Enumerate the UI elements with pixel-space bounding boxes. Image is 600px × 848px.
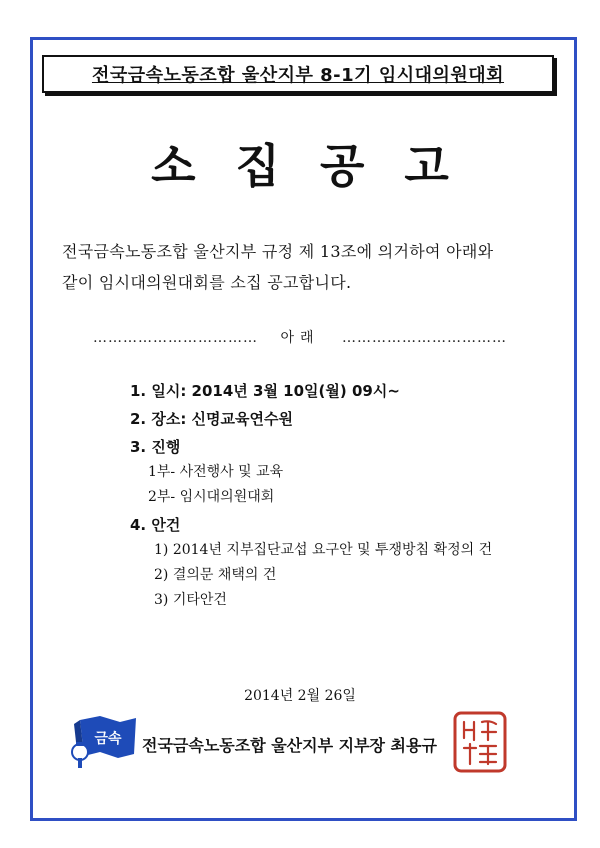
agenda-subitem: 2부- 임시대의원대회 (148, 489, 275, 505)
signature-line: 전국금속노동조합 울산지부 지부장 최용규 (142, 736, 437, 755)
svg-text:금속: 금속 (94, 731, 122, 747)
agenda-subitem: 3) 기타안건 (154, 592, 227, 608)
agenda-item-venue: 2. 장소: 신명교육연수원 (130, 410, 293, 428)
notice-date: 2014년 2월 26일 (244, 688, 356, 704)
divider-dots-left: …………………………… (93, 330, 259, 346)
agenda-subitem: 1부- 사전행사 및 교육 (148, 464, 284, 480)
agenda-item-topics: 4. 안건 (130, 516, 181, 534)
intro-line-1: 전국금속노동조합 울산지부 규정 제 13조에 의거하여 아래와 (62, 242, 494, 261)
agenda-subitem: 2) 결의문 채택의 건 (154, 567, 277, 583)
agenda-list (130, 378, 570, 613)
divider-dots-right: …………………………… (341, 330, 507, 346)
notice-headline: 소집공고 (151, 139, 489, 193)
notice-title: 전국금속노동조합 울산지부 8-1기 임시대의원대회 (42, 55, 554, 93)
divider (0, 327, 600, 347)
union-logo-icon (70, 712, 138, 772)
intro-line-2: 같이 임시대의원대회를 소집 공고합니다. (62, 273, 352, 292)
divider-label: 아래 (280, 330, 320, 346)
agenda-subitem: 1) 2014년 지부집단교섭 요구안 및 투쟁방침 확정의 건 (154, 542, 493, 558)
agenda-item-program: 3. 진행 (130, 438, 181, 456)
agenda-item-datetime: 1. 일시: 2014년 3월 10일(월) 09시~ (130, 382, 400, 400)
intro-paragraph (62, 236, 562, 298)
official-seal-icon (452, 710, 508, 774)
